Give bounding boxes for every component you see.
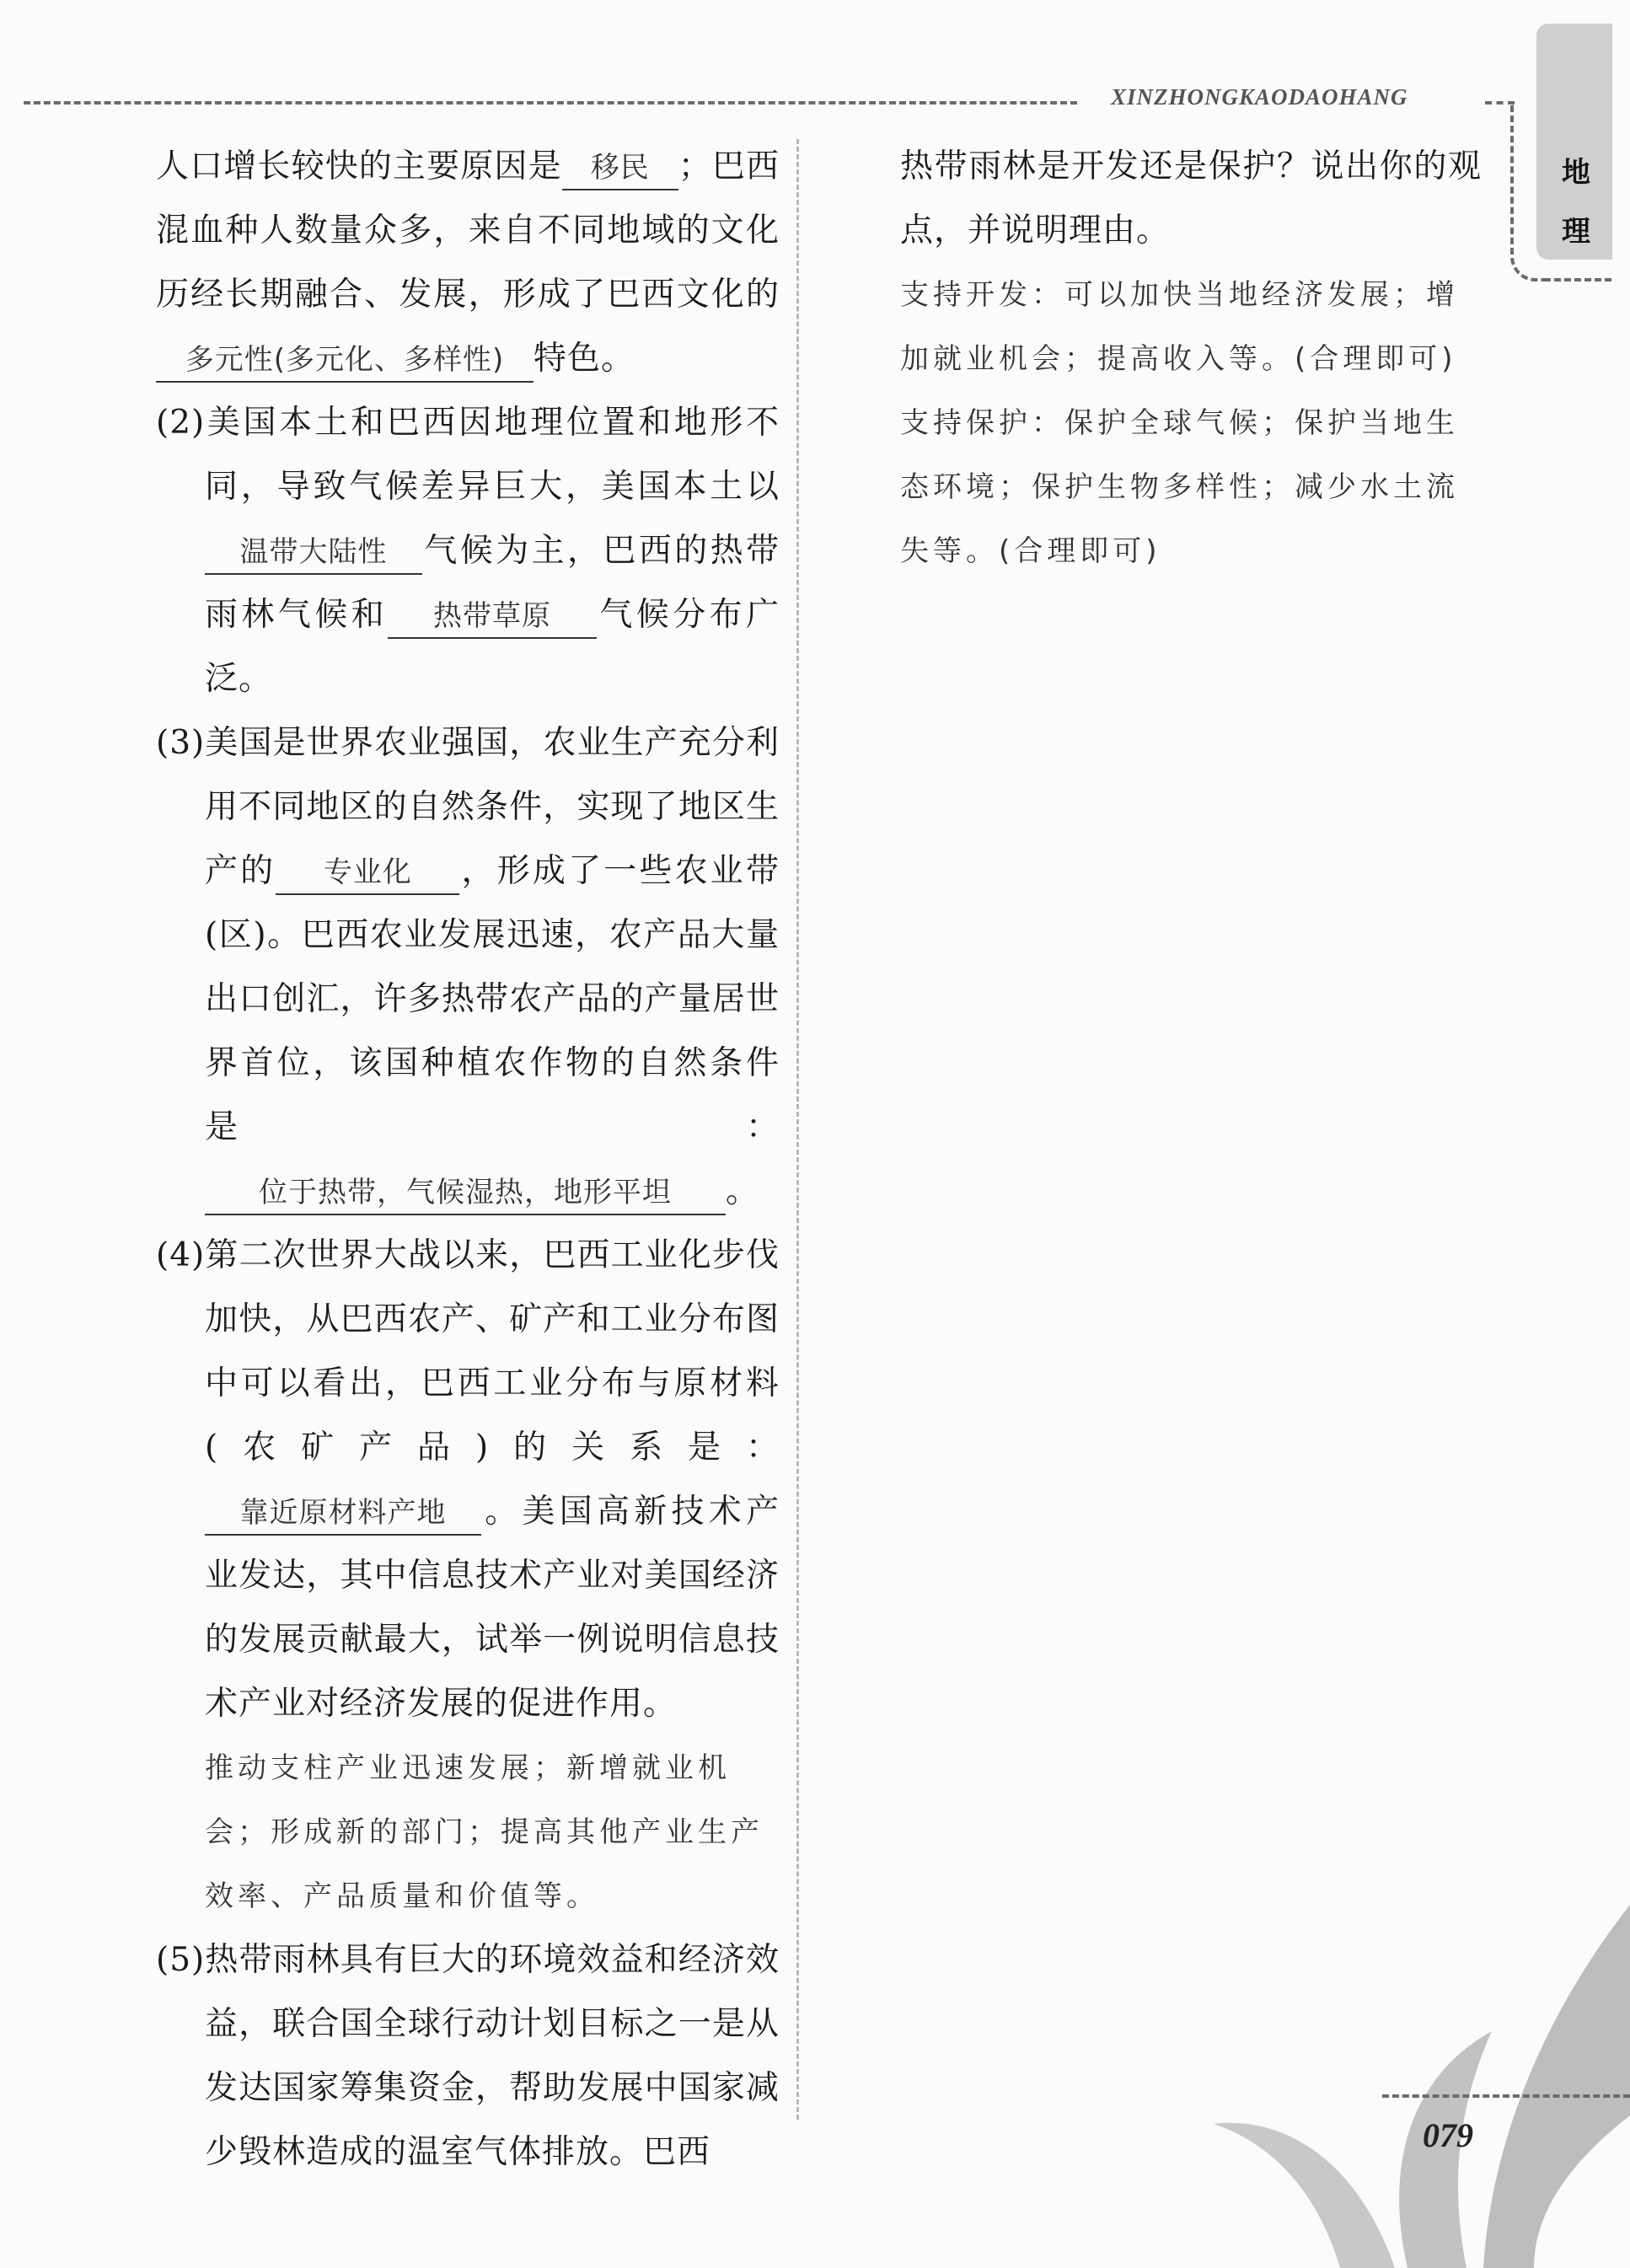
decorative-leaf-shape (1214, 1905, 1630, 2268)
question-4-answer: 推动支柱产业迅速发展；新增就业机会；形成新的部门；提高其他产业生产效率、产品质量和价值等。 (205, 1751, 764, 1913)
question-text: ，形成了一些农业带(区)。巴西农业发展迅速，农产品大量出口创汇，许多热带农产品的产量居世界首位，该国种植农作物的自然条件是： (205, 852, 780, 1146)
question-text: ；巴西混血种人数量众多，来自不同地域的文化历经长期融合、发展，形成了巴西文化的 (156, 147, 780, 314)
answer-blank: 位于热带，气候湿热，地形平坦 (205, 1172, 726, 1215)
running-title: XINZHONGKAODAOHANG (1111, 84, 1408, 110)
question-1-continuation (156, 135, 780, 391)
question-text: 。美国高新技术产业发达，其中信息技术产业对美国经济的发展贡献最大，试举一例说明信息技术产业对经济发展的促进作用。 (205, 1493, 780, 1723)
header-dashed-rule (24, 101, 1077, 105)
answer-blank: 多元性(多元化、多样性) (156, 339, 534, 383)
subject-tab-label: 地理 (1562, 156, 1590, 249)
question-4 (156, 1224, 780, 1736)
answer-blank: 专业化 (276, 851, 459, 895)
question-text: (2)美国本土和巴西因地理位置和地形不同，导致气候差异巨大，美国本土以 (156, 404, 780, 506)
question-text: (4)第二次世界大战以来，巴西工业化步伐加快，从巴西农产、矿产和工业分布图中可以看出，巴西工业分布与原材料(农矿产品)的关系是： (156, 1236, 780, 1466)
answer-blank: 热带草原 (388, 595, 597, 639)
column-divider (796, 139, 799, 2120)
answer-support-protection: 支持保护：保护全球气候；保护当地生态环境；保护生物多样性；减少水土流失等。(合理即可) (900, 406, 1459, 568)
answer-blank: 移民 (562, 147, 678, 190)
question-text: 人口增长较快的主要原因是 (156, 147, 562, 185)
question-2 (156, 391, 780, 711)
question-text: (3)美国是世界农业强国，农业生产充分利用不同地区的自然条件，实现了地区生产的 (156, 724, 780, 890)
answer-blank: 温带大陆性 (205, 531, 422, 575)
question-5 (156, 1928, 780, 2185)
question-text: 特色。 (534, 340, 635, 378)
question-text: (5)热带雨林具有巨大的环境效益和经济效益，联合国全球行动计划目标之一是从发达国家筹集资金，帮助发展中国家减少毁林造成的温室气体排放。巴西 (156, 1941, 780, 2171)
question-5-continuation: 热带雨林是开发还是保护？说出你的观点，并说明理由。 (900, 147, 1482, 249)
footer-dashed-rule (1382, 2094, 1630, 2098)
tab-dashed-outline-bottom (1544, 278, 1611, 281)
page-number: 079 (1423, 2116, 1473, 2154)
question-3 (156, 711, 780, 1224)
question-text: 气候分布广泛。 (205, 596, 780, 698)
answer-support-development: 支持开发：可以加快当地经济发展；增加就业机会；提高收入等。(合理即可) (900, 278, 1459, 376)
tab-dashed-outline (1510, 101, 1547, 281)
question-text: 气候为主，巴西的热带雨林气候和 (205, 532, 780, 634)
right-column (900, 135, 1482, 583)
answer-blank: 靠近原材料产地 (205, 1492, 481, 1536)
question-text: 。 (726, 1172, 760, 1210)
left-column (156, 135, 780, 2185)
